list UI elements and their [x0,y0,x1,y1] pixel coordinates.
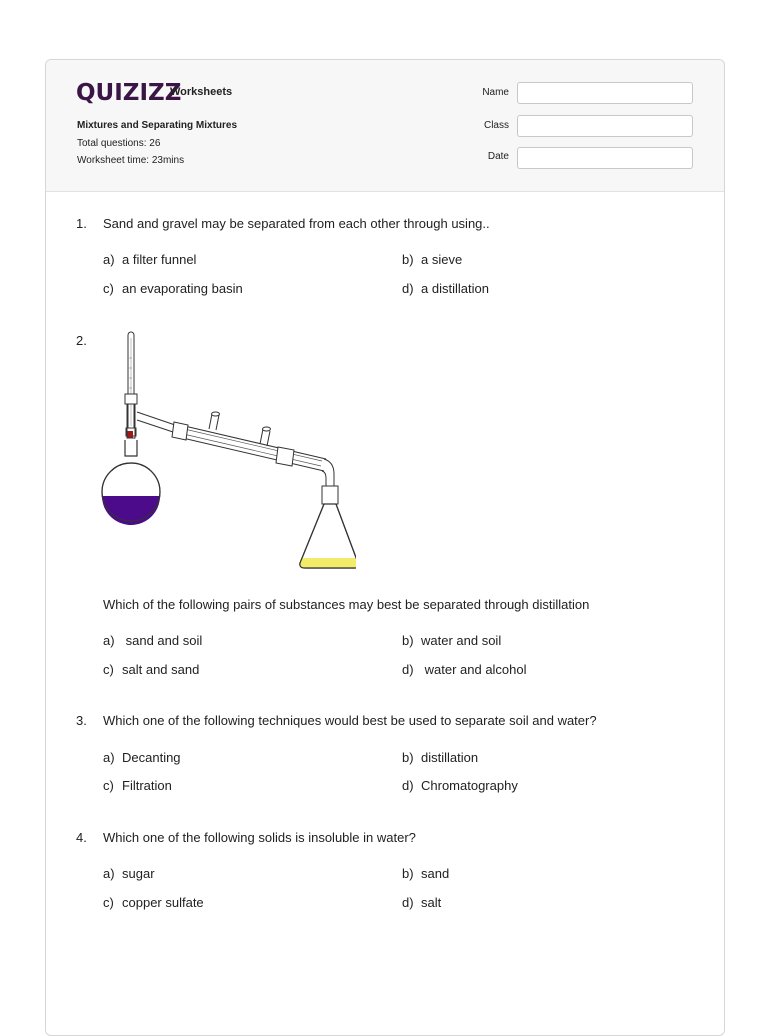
question-text: Which of the following pairs of substances may best be separated through distillation [103,597,590,612]
option-2b[interactable] [402,633,501,648]
option-3d[interactable] [402,778,518,793]
option-2c[interactable] [103,662,199,677]
option-4a[interactable] [103,866,155,881]
option-2d[interactable] [402,662,527,677]
date-label: Date [487,151,509,162]
option-letter: a) [103,866,115,881]
option-text: a distillation [421,281,489,296]
question-text: Which one of the following solids is insoluble in water? [103,830,416,845]
distillation-apparatus-image [96,328,356,583]
option-text: a filter funnel [122,252,197,267]
option-letter: c) [103,281,114,296]
name-field[interactable] [517,82,693,104]
option-4d[interactable] [402,895,441,910]
question-text: Which one of the following techniques would best be used to separate soil and water? [103,713,597,728]
option-letter: d) [402,895,414,910]
option-letter: d) [402,778,414,793]
question-number: 1. [76,216,87,231]
option-letter: c) [103,895,114,910]
option-text: salt and sand [122,662,200,677]
option-text: water and soil [421,633,502,648]
option-text: sand and soil [122,633,203,648]
brand-subtitle: Worksheets [170,86,233,98]
option-text: sand [421,866,450,881]
option-text: water and alcohol [421,662,527,677]
option-letter: b) [402,252,414,267]
option-letter: a) [103,750,115,765]
option-text: Decanting [122,750,181,765]
worksheet-header [46,60,724,192]
option-text: an evaporating basin [122,281,243,296]
total-questions: Total questions: 26 [77,138,161,149]
option-1b[interactable] [402,252,462,267]
option-letter: c) [103,778,114,793]
option-letter: b) [402,750,414,765]
option-4c[interactable] [103,895,204,910]
question-number: 4. [76,830,87,845]
option-2a[interactable] [103,633,202,648]
option-3b[interactable] [402,750,478,765]
option-text: distillation [421,750,479,765]
option-letter: b) [402,633,414,648]
option-text: a sieve [421,252,463,267]
option-text: Filtration [122,778,172,793]
worksheet-title: Mixtures and Separating Mixtures [77,120,238,131]
option-text: copper sulfate [122,895,204,910]
option-letter: c) [103,662,114,677]
option-text: salt [421,895,442,910]
question-text: Sand and gravel may be separated from each other through using.. [103,216,490,231]
name-label: Name [482,87,509,98]
option-1c[interactable] [103,281,243,296]
option-1d[interactable] [402,281,489,296]
quizizz-logo: QUIZIZZ [76,80,182,106]
option-4b[interactable] [402,866,449,881]
worksheet [45,59,725,1036]
option-letter: a) [103,252,115,267]
option-1a[interactable] [103,252,196,267]
question-number: 2. [76,333,87,348]
option-3a[interactable] [103,750,181,765]
class-field[interactable] [517,115,693,137]
option-3c[interactable] [103,778,172,793]
option-text: sugar [122,866,155,881]
option-letter: d) [402,662,414,677]
class-label: Class [483,120,509,131]
question-number: 3. [76,713,87,728]
option-letter: b) [402,866,414,881]
option-letter: a) [103,633,115,648]
option-text: Chromatography [421,778,518,793]
worksheet-time: Worksheet time: 23mins [77,155,185,166]
option-letter: d) [402,281,414,296]
date-field[interactable] [517,147,693,169]
